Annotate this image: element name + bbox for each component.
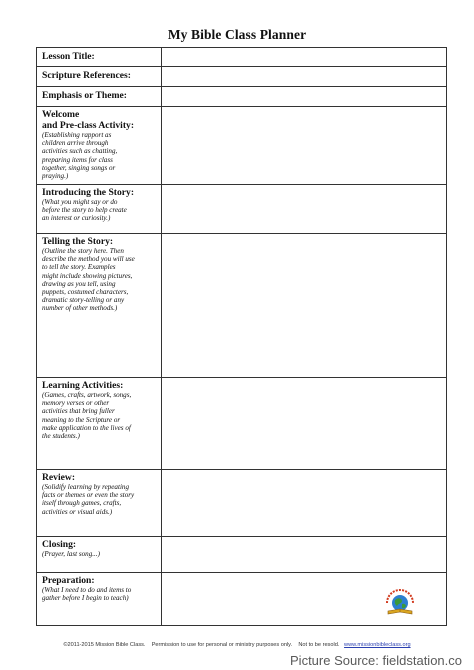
row-label-cell bbox=[37, 87, 162, 107]
closing-field[interactable] bbox=[162, 537, 447, 573]
planner-row-telling-story bbox=[37, 234, 447, 378]
emphasis-theme-field[interactable] bbox=[162, 87, 447, 107]
row-note: (Solidify learning by repeating facts or themes or even the story itself through games, crafts, activities or visual aids.) bbox=[42, 483, 135, 516]
row-label: Scripture References: bbox=[42, 70, 131, 81]
row-label: Lesson Title: bbox=[42, 51, 95, 62]
row-note: (What you might say or do before the story to help create an interest or curiosity.) bbox=[42, 198, 127, 223]
footer-website-link[interactable]: www.missionbibleclass.org bbox=[344, 642, 411, 648]
watermark-bar bbox=[0, 652, 474, 670]
row-note: (What I need to do and items to gather before I begin to teach) bbox=[42, 586, 132, 603]
welcome-field[interactable] bbox=[162, 107, 447, 185]
row-note: (Establishing rapport as children arrive through activities such as chatting, preparing items for class together, singing songs or praying.) bbox=[42, 131, 118, 181]
planner-row-learning-activities bbox=[37, 378, 447, 470]
planner-table bbox=[36, 47, 447, 626]
row-label-cell bbox=[37, 537, 162, 573]
row-label-cell bbox=[37, 573, 162, 626]
row-label: Review: bbox=[42, 472, 76, 483]
row-note: (Outline the story here. Then describe the method you will use to tell the story. Examples might include showing pictures, drawing as you tell, using puppets, costumed characters, dramatic story-telling or any number of other methods.) bbox=[42, 247, 135, 313]
row-label-cell bbox=[37, 48, 162, 67]
row-label-cell bbox=[37, 470, 162, 537]
row-label-cell bbox=[37, 107, 162, 185]
row-label-cell bbox=[37, 185, 162, 234]
lesson-title-field[interactable] bbox=[162, 48, 447, 67]
globe-book-icon bbox=[383, 585, 417, 619]
footer-resale: Not to be resold. bbox=[298, 642, 340, 648]
row-label: Welcome and Pre-class Activity: bbox=[42, 109, 135, 131]
row-label: Preparation: bbox=[42, 575, 95, 586]
row-label: Introducing the Story: bbox=[42, 187, 135, 198]
row-label: Closing: bbox=[42, 539, 77, 550]
row-note: (Prayer, last song...) bbox=[42, 550, 100, 558]
planner-row-review bbox=[37, 470, 447, 537]
page-title: My Bible Class Planner bbox=[167, 27, 307, 42]
footer bbox=[0, 642, 474, 648]
learning-activities-field[interactable] bbox=[162, 378, 447, 470]
row-label-cell bbox=[37, 378, 162, 470]
review-field[interactable] bbox=[162, 470, 447, 537]
scripture-references-field[interactable] bbox=[162, 67, 447, 87]
row-label: Telling the Story: bbox=[42, 236, 114, 247]
watermark-text: Picture Source: fieldstation.co bbox=[290, 653, 462, 668]
planner-row-introducing-story bbox=[37, 185, 447, 234]
mission-bible-class-logo bbox=[383, 585, 417, 619]
row-label-cell bbox=[37, 234, 162, 378]
planner-row-lesson-title bbox=[37, 48, 447, 67]
introducing-story-field[interactable] bbox=[162, 185, 447, 234]
row-label: Learning Activities: bbox=[42, 380, 124, 391]
row-label-cell bbox=[37, 67, 162, 87]
row-note: (Games, crafts, artwork, songs, memory verses or other activities that bring fuller meaning to the Scripture or make application to the lives of the students.) bbox=[42, 391, 132, 441]
planner-row-scripture-references bbox=[37, 67, 447, 87]
planner-row-emphasis-theme bbox=[37, 87, 447, 107]
planner-row-closing bbox=[37, 537, 447, 573]
planner-row-welcome bbox=[37, 107, 447, 185]
footer-copyright: ©2011-2015 Mission Bible Class. bbox=[63, 642, 146, 648]
telling-story-field[interactable] bbox=[162, 234, 447, 378]
footer-permission: Permission to use for personal or ministry purposes only. bbox=[151, 642, 293, 648]
row-label: Emphasis or Theme: bbox=[42, 90, 127, 101]
